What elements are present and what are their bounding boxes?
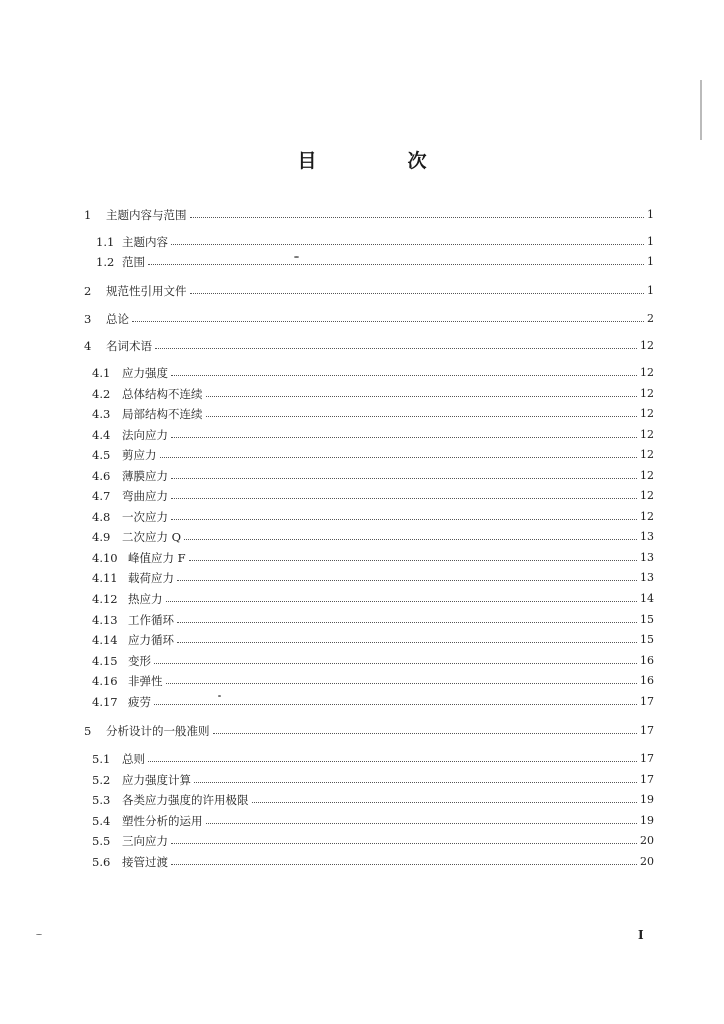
toc-dot-leader bbox=[189, 560, 637, 561]
toc-entry-number: 4.7 bbox=[92, 489, 111, 503]
scan-speck bbox=[700, 80, 702, 140]
toc-dot-leader bbox=[194, 782, 637, 783]
toc-entry-number: 4 bbox=[84, 339, 92, 353]
toc-dot-leader bbox=[154, 663, 637, 664]
toc-entry bbox=[92, 569, 654, 585]
toc-entry-title: 塑性分析的运用 bbox=[122, 814, 203, 828]
toc-entry-title: 应力循环 bbox=[128, 633, 174, 647]
toc-dot-leader bbox=[171, 843, 637, 844]
toc-dot-leader bbox=[171, 478, 637, 479]
toc-entry-number: 4.14 bbox=[92, 633, 118, 647]
toc-dot-leader bbox=[190, 293, 645, 294]
toc-entry bbox=[92, 832, 654, 848]
toc-entry-page: 1 bbox=[647, 255, 654, 268]
toc-entry-page: 15 bbox=[640, 633, 654, 646]
toc-entry bbox=[92, 590, 654, 606]
toc-entry-title: 主题内容与范围 bbox=[106, 208, 187, 222]
toc-entry bbox=[96, 253, 654, 269]
toc-entry-page: 12 bbox=[640, 339, 654, 352]
toc-dot-leader bbox=[190, 217, 645, 218]
toc-entry-title: 主题内容 bbox=[122, 235, 168, 249]
toc-entry bbox=[92, 631, 654, 647]
toc-entry-title: 工作循环 bbox=[128, 613, 174, 627]
toc-dot-leader bbox=[166, 601, 638, 602]
toc-entry-title: 变形 bbox=[128, 654, 151, 668]
toc-entry-page: 19 bbox=[640, 814, 654, 827]
toc-entry-number: 4.10 bbox=[92, 551, 118, 565]
scan-speck bbox=[36, 934, 42, 935]
toc-entry-page: 14 bbox=[640, 592, 654, 605]
toc-dot-leader bbox=[148, 264, 644, 265]
toc-dot-leader bbox=[132, 321, 644, 322]
toc-entry-number: 3 bbox=[84, 312, 92, 326]
toc-entry-title: 各类应力强度的许用极限 bbox=[122, 793, 249, 807]
toc-entry-number: 5 bbox=[84, 724, 92, 738]
toc-entry-title: 载荷应力 bbox=[128, 571, 174, 585]
toc-entry bbox=[92, 812, 654, 828]
toc-entry-title: 规范性引用文件 bbox=[106, 284, 187, 298]
toc-entry bbox=[92, 611, 654, 627]
toc-entry-title: 范围 bbox=[122, 255, 145, 269]
toc-entry bbox=[92, 426, 654, 442]
toc-entry-number: 4.13 bbox=[92, 613, 118, 627]
toc-entry-page: 16 bbox=[640, 674, 654, 687]
toc-entry-page: 17 bbox=[640, 752, 654, 765]
toc-entry-title: 分析设计的一般准则 bbox=[106, 724, 210, 738]
toc-entry-page: 17 bbox=[640, 773, 654, 786]
toc-entry-number: 4.12 bbox=[92, 592, 118, 606]
toc-entry-number: 5.1 bbox=[92, 752, 111, 766]
toc-entry-number: 2 bbox=[84, 284, 92, 298]
toc-dot-leader bbox=[252, 802, 638, 803]
toc-entry bbox=[92, 446, 654, 462]
toc-entry-number: 5.3 bbox=[92, 793, 111, 807]
toc-entry-number: 5.6 bbox=[92, 855, 111, 869]
toc-entry bbox=[92, 693, 654, 709]
toc-entry bbox=[92, 791, 654, 807]
toc-dot-leader bbox=[206, 416, 638, 417]
toc-dot-leader bbox=[171, 375, 637, 376]
toc-entry-page: 12 bbox=[640, 387, 654, 400]
toc-entry-title: 二次应力 Q bbox=[122, 530, 182, 544]
toc-entry bbox=[84, 337, 654, 353]
toc-entry-page: 13 bbox=[640, 530, 654, 543]
toc-entry-number: 4.16 bbox=[92, 674, 118, 688]
toc-dot-leader bbox=[177, 642, 637, 643]
toc-entry-number: 5.4 bbox=[92, 814, 111, 828]
toc-entry-title: 名词术语 bbox=[106, 339, 152, 353]
toc-entry-title: 疲劳 bbox=[128, 695, 151, 709]
toc-entry-number: 4.17 bbox=[92, 695, 118, 709]
toc-dot-leader bbox=[171, 244, 644, 245]
toc-entry-page: 15 bbox=[640, 613, 654, 626]
toc-entry bbox=[92, 652, 654, 668]
toc-entry-number: 4.8 bbox=[92, 510, 111, 524]
toc-entry-title: 接管过渡 bbox=[122, 855, 168, 869]
toc-dot-leader bbox=[213, 733, 638, 734]
toc-entry-number: 4.3 bbox=[92, 407, 111, 421]
toc-entry-page: 20 bbox=[640, 855, 654, 868]
toc-dot-leader bbox=[171, 864, 637, 865]
toc-dot-leader bbox=[206, 396, 638, 397]
toc-entry-title: 剪应力 bbox=[122, 448, 157, 462]
toc-entry-page: 12 bbox=[640, 489, 654, 502]
toc-entry bbox=[96, 233, 654, 249]
scan-speck bbox=[294, 256, 299, 258]
toc-entry-number: 5.5 bbox=[92, 834, 111, 848]
toc-dot-leader bbox=[148, 761, 637, 762]
toc-dot-leader bbox=[206, 823, 638, 824]
toc-dot-leader bbox=[155, 348, 637, 349]
toc-dot-leader bbox=[160, 457, 638, 458]
toc-dot-leader bbox=[177, 622, 637, 623]
toc-entry-title: 弯曲应力 bbox=[122, 489, 168, 503]
toc-entry-page: 20 bbox=[640, 834, 654, 847]
toc-entry-number: 4.2 bbox=[92, 387, 111, 401]
toc-entry bbox=[92, 364, 654, 380]
toc-entry-page: 12 bbox=[640, 469, 654, 482]
page-folio: I bbox=[638, 928, 644, 942]
toc-entry bbox=[92, 750, 654, 766]
toc-dot-leader bbox=[171, 498, 637, 499]
toc-entry-title: 应力强度计算 bbox=[122, 773, 191, 787]
toc-entry-page: 1 bbox=[647, 235, 654, 248]
toc-dot-leader bbox=[166, 683, 638, 684]
toc-entry-title: 一次应力 bbox=[122, 510, 168, 524]
toc-entry-title: 热应力 bbox=[128, 592, 163, 606]
toc-entry-title: 总则 bbox=[122, 752, 145, 766]
toc-entry-title: 总体结构不连续 bbox=[122, 387, 203, 401]
toc-entry bbox=[84, 310, 654, 326]
toc-entry-number: 4.6 bbox=[92, 469, 111, 483]
toc-entry-number: 4.15 bbox=[92, 654, 118, 668]
toc-entry-page: 19 bbox=[640, 793, 654, 806]
toc-entry bbox=[92, 405, 654, 421]
toc-entry bbox=[84, 206, 654, 222]
toc-entry-page: 17 bbox=[640, 724, 654, 737]
toc-entry-title: 法向应力 bbox=[122, 428, 168, 442]
toc-dot-leader bbox=[177, 580, 637, 581]
toc-entry bbox=[92, 467, 654, 483]
toc-entry-title: 局部结构不连续 bbox=[122, 407, 203, 421]
toc-dot-leader bbox=[171, 519, 637, 520]
toc-entry-title: 应力强度 bbox=[122, 366, 168, 380]
toc-dot-leader bbox=[184, 539, 637, 540]
toc-entry bbox=[92, 853, 654, 869]
toc-entry-title: 总论 bbox=[106, 312, 129, 326]
toc-dot-leader bbox=[154, 704, 637, 705]
toc-entry bbox=[84, 722, 654, 738]
toc-entry bbox=[92, 385, 654, 401]
toc-entry-page: 12 bbox=[640, 407, 654, 420]
toc-entry-page: 17 bbox=[640, 695, 654, 708]
toc-entry-title: 峰值应力 F bbox=[128, 551, 186, 565]
toc-entry-number: 4.9 bbox=[92, 530, 111, 544]
toc-entry-page: 12 bbox=[640, 428, 654, 441]
toc-entry-page: 16 bbox=[640, 654, 654, 667]
toc-entry bbox=[92, 508, 654, 524]
toc-entry-page: 13 bbox=[640, 551, 654, 564]
page-title: 目 次 bbox=[297, 150, 463, 172]
toc-entry-page: 12 bbox=[640, 448, 654, 461]
scan-speck bbox=[218, 695, 221, 697]
toc-entry-page: 13 bbox=[640, 571, 654, 584]
toc-entry-number: 4.11 bbox=[92, 571, 118, 585]
toc-entry-title: 薄膜应力 bbox=[122, 469, 168, 483]
toc-entry bbox=[92, 549, 654, 565]
toc-entry-page: 12 bbox=[640, 510, 654, 523]
toc-entry-number: 4.1 bbox=[92, 366, 111, 380]
toc-entry-page: 1 bbox=[647, 208, 654, 221]
toc-entry-title: 三向应力 bbox=[122, 834, 168, 848]
toc-entry-page: 1 bbox=[647, 284, 654, 297]
toc-entry-number: 1 bbox=[84, 208, 92, 222]
toc-entry-title: 非弹性 bbox=[128, 674, 163, 688]
toc-entry-number: 5.2 bbox=[92, 773, 111, 787]
toc-entry bbox=[92, 771, 654, 787]
toc-dot-leader bbox=[171, 437, 637, 438]
toc-entry-number: 4.4 bbox=[92, 428, 111, 442]
toc-entry bbox=[84, 282, 654, 298]
toc-entry-page: 2 bbox=[647, 312, 654, 325]
toc-entry-page: 12 bbox=[640, 366, 654, 379]
toc-entry bbox=[92, 672, 654, 688]
toc-entry-number: 1.1 bbox=[96, 235, 115, 249]
toc-entry-number: 1.2 bbox=[96, 255, 115, 269]
toc-entry bbox=[92, 487, 654, 503]
toc-entry-number: 4.5 bbox=[92, 448, 111, 462]
toc-entry bbox=[92, 528, 654, 544]
